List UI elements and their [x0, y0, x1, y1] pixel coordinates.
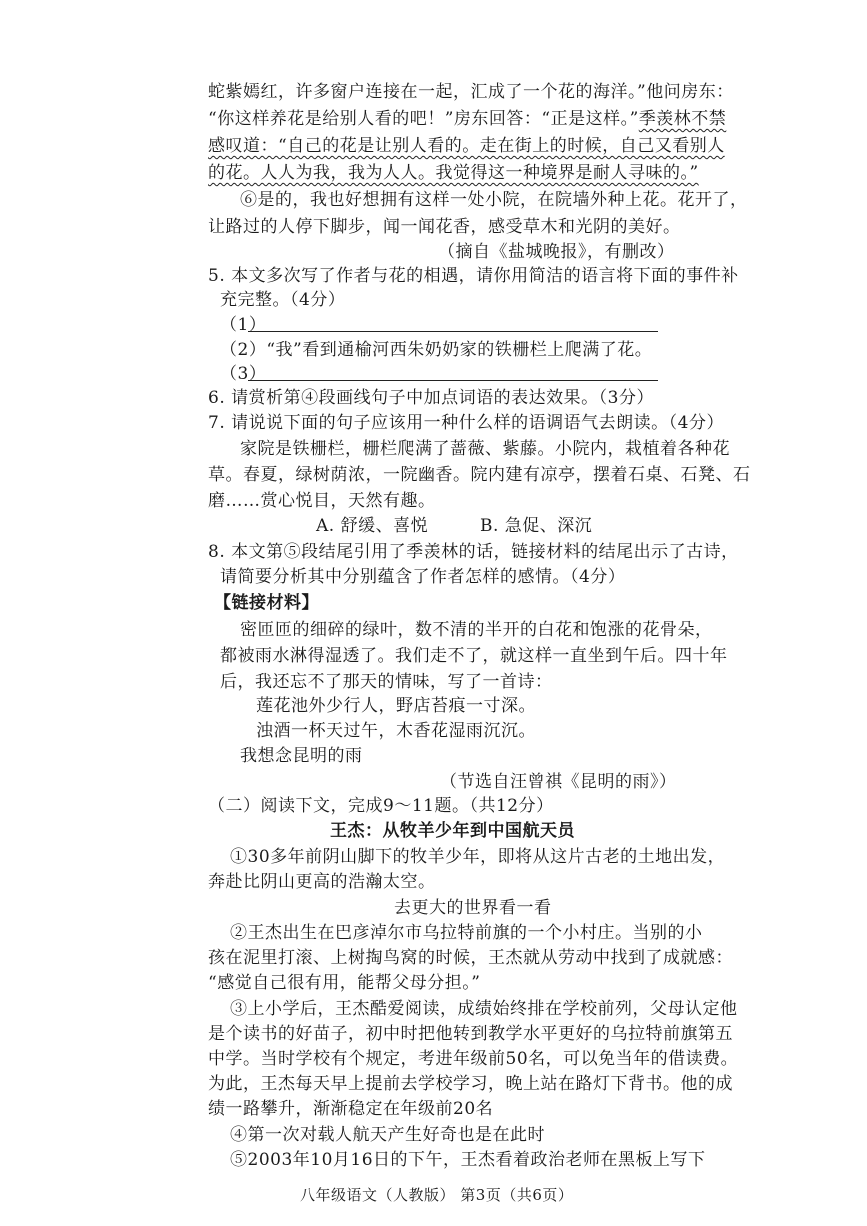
- poem-line: 浊酒一杯天过午，木香花湿雨沉沉。: [256, 721, 536, 741]
- link-material-source: （节选自汪曾祺《昆明的雨》）: [440, 772, 677, 792]
- question-6: 6. 请赏析第④段画线句子中加点词语的表达效果。（3分）: [208, 388, 654, 408]
- poem-line: 莲花池外少行人，野店苔痕一寸深。: [256, 696, 536, 716]
- question-7-quote: 磨……赏心悦目，天然有趣。: [208, 491, 436, 511]
- wavy-underlined-text: 的花。人人为我，我为人人。我觉得这一种境界是耐人寻味的。”: [208, 163, 699, 183]
- page-footer: [300, 1183, 573, 1207]
- wavy-underlined-text: “自己的花是让别人看的。走在街上的时候，自己又看别人: [278, 136, 725, 156]
- article-paragraph-3: ③上小学后，王杰酷爱阅读，成绩始终排在学校前列，父母认定他: [230, 999, 738, 1019]
- option-a: A. 舒缓、喜悦: [316, 516, 429, 536]
- article-paragraph-5: ⑤2003年10月16日的下午，王杰看着政治老师在黑板上写下: [230, 1150, 706, 1170]
- article-paragraph-3-cont: 为此，王杰每天早上提前去学校学习，晚上站在路灯下背书。他的成: [208, 1074, 733, 1094]
- passage-line: 蛇紫嫣红，许多窗户连接在一起，汇成了一个花的海洋。”他问房东：: [208, 82, 734, 102]
- question-5-cont: 充完整。（4分）: [220, 290, 346, 310]
- link-material-line: 都被雨水淋得湿透了。我们走不了，就这样一直坐到午后。四十年: [220, 646, 728, 666]
- question-8: 8. 本文第⑤段结尾引用了季羡林的话，链接材料的结尾出示了古诗，: [208, 542, 739, 562]
- question-7-quote: 草。春夏，绿树荫浓，一院幽香。院内建有凉亭，摆着石桌、石凳、石: [208, 465, 751, 485]
- article-paragraph-3-cont: 中学。当时学校有个规定，考进年级前50名，可以免当年的借读费。: [208, 1049, 739, 1069]
- article-paragraph-1: ①30多年前阴山脚下的牧羊少年，即将从这片古老的土地出发，: [230, 847, 726, 867]
- link-material-line: 密匝匝的细碎的绿叶，数不清的半开的白花和饱涨的花骨朵，: [240, 620, 713, 640]
- paragraph-6: ⑥是的，我也好想拥有这样一处小院，在院墙外种上花。花开了，: [240, 190, 748, 210]
- question-8-cont: 请简要分析其中分别蕴含了作者怎样的感情。（4分）: [220, 567, 626, 587]
- question-5-item-2: （2）“我”看到通榆河西朱奶奶家的铁栅栏上爬满了花。: [220, 340, 653, 360]
- passage-source: （摘自《盐城晚报》，有删改）: [438, 242, 675, 262]
- wavy-underlined-text: 季羡林不禁: [638, 109, 727, 129]
- poem-line: 我想念昆明的雨: [240, 746, 363, 766]
- passage-line: [208, 107, 726, 131]
- article-paragraph-2-cont: “感觉自己很有用，能帮父母分担。”: [208, 973, 481, 993]
- article-paragraph-2-cont: 孩在泥里打滚、上树掏鸟窝的时候，王杰就从劳动中找到了成就感：: [208, 948, 733, 968]
- question-7-quote: 家院是铁栅栏，栅栏爬满了蔷薇、紫藤。小院内，栽植着各种花: [240, 439, 730, 459]
- article-subheading: 去更大的世界看一看: [394, 898, 552, 918]
- passage-line: [208, 161, 699, 185]
- passage-line: [208, 134, 725, 158]
- answer-label-3: （3）: [220, 364, 267, 384]
- answer-blank-1[interactable]: [248, 331, 658, 332]
- article-paragraph-3-cont: 是个读书的好苗子，初中时把他转到教学水平更好的乌拉特前旗第五: [208, 1024, 733, 1044]
- footer-grade-label: 八年级语文（人教版）: [300, 1186, 456, 1204]
- article-paragraph-2: ②王杰出生在巴彦淖尔市乌拉特前旗的一个小村庄。当别的小: [230, 923, 703, 943]
- section-intro: （二）阅读下文，完成9～11题。（共12分）: [208, 796, 554, 816]
- article-paragraph-3-cont: 绩一路攀升，渐渐稳定在年级前20名: [208, 1099, 494, 1119]
- option-b: B. 急促、深沉: [480, 516, 593, 536]
- article-title: 王杰：从牧羊少年到中国航天员: [330, 821, 575, 841]
- link-material-line: 后，我还忘不了那天的情味，写了一首诗：: [220, 672, 553, 692]
- article-paragraph-4: ④第一次对载人航天产生好奇也是在此时: [230, 1125, 545, 1145]
- footer-page-label: 第3页（共6页）: [460, 1186, 574, 1204]
- answer-blank-3[interactable]: [248, 380, 658, 381]
- article-paragraph-1-cont: 奔赴比阴山更高的浩瀚太空。: [208, 872, 436, 892]
- link-material-heading: 【链接材料】: [214, 593, 319, 613]
- passage-text: “你这样养花是给别人看的吧！”房东回答：“正是这样。”: [208, 109, 639, 129]
- wavy-underlined-text: 感叹道：: [208, 136, 278, 156]
- answer-label-1: （1）: [220, 315, 267, 335]
- question-5: 5. 本文多次写了作者与花的相遇，请你用简洁的语言将下面的事件补: [208, 266, 739, 286]
- paragraph-6-cont: 让路过的人停下脚步，闻一闻花香，感受草木和光阴的美好。: [208, 217, 681, 237]
- question-7: 7. 请说说下面的句子应该用一种什么样的语调语气去朗读。（4分）: [208, 413, 724, 433]
